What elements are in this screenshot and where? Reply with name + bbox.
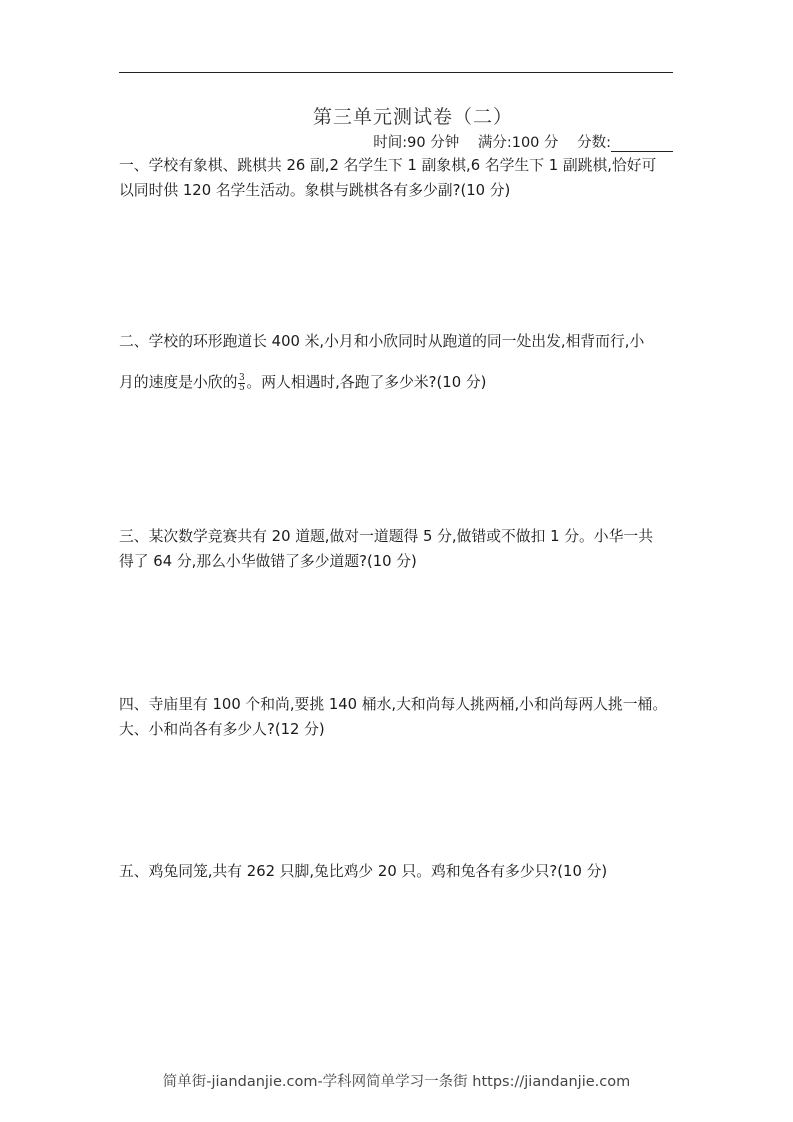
exam-full-score: 满分:100 分 (477, 135, 559, 151)
question-line: 得了 64 分,那么小华做错了多少道题?(10 分) (119, 553, 417, 570)
page-title: 第三单元测试卷（二） (312, 106, 513, 128)
question-line: 三、某次数学竞赛共有 20 道题,做对一道题得 5 分,做错或不做扣 1 分。小华一共 (119, 528, 653, 545)
question-line: 四、寺庙里有 100 个和尚,要挑 140 桶水,大和尚每人挑两桶,小和尚每两人挑一桶。 (119, 696, 668, 713)
question-1 (119, 153, 679, 203)
footer-watermark: 简单街-jiandanjie.com-学科网简单学习一条街 https://jiandanjie.com (162, 1074, 631, 1090)
question-5 (119, 859, 679, 884)
score-field: 分数: (577, 135, 673, 151)
fraction-denominator: 5 (239, 382, 245, 393)
question-line: 以同时供 120 名学生活动。象棋与跳棋各有多少副?(10 分) (119, 182, 511, 199)
question-line: 二、学校的环形跑道长 400 米,小月和小欣同时从跑道的同一处出发,相背而行,小 (119, 333, 645, 350)
question-2 (119, 329, 679, 395)
question-line (119, 370, 679, 395)
question-line: 一、学校有象棋、跳棋共 26 副,2 名学生下 1 副象棋,6 名学生下 1 副跳棋,恰好可 (119, 157, 657, 174)
question-text: 。两人相遇时,各跑了多少米?(10 分) (246, 374, 487, 391)
fraction (238, 374, 245, 393)
fraction-numerator: 3 (239, 372, 245, 383)
question-3 (119, 524, 679, 574)
question-4 (119, 692, 679, 742)
question-line: 大、小和尚各有多少人?(12 分) (119, 721, 325, 738)
exam-meta (359, 131, 673, 152)
question-line: 五、鸡兔同笼,共有 262 只脚,兔比鸡少 20 只。鸡和兔各有多少只?(10 分) (119, 863, 608, 880)
exam-time: 时间:90 分钟 (373, 135, 460, 151)
header-rule (119, 72, 673, 73)
question-text: 月的速度是小欣的 (119, 374, 238, 391)
